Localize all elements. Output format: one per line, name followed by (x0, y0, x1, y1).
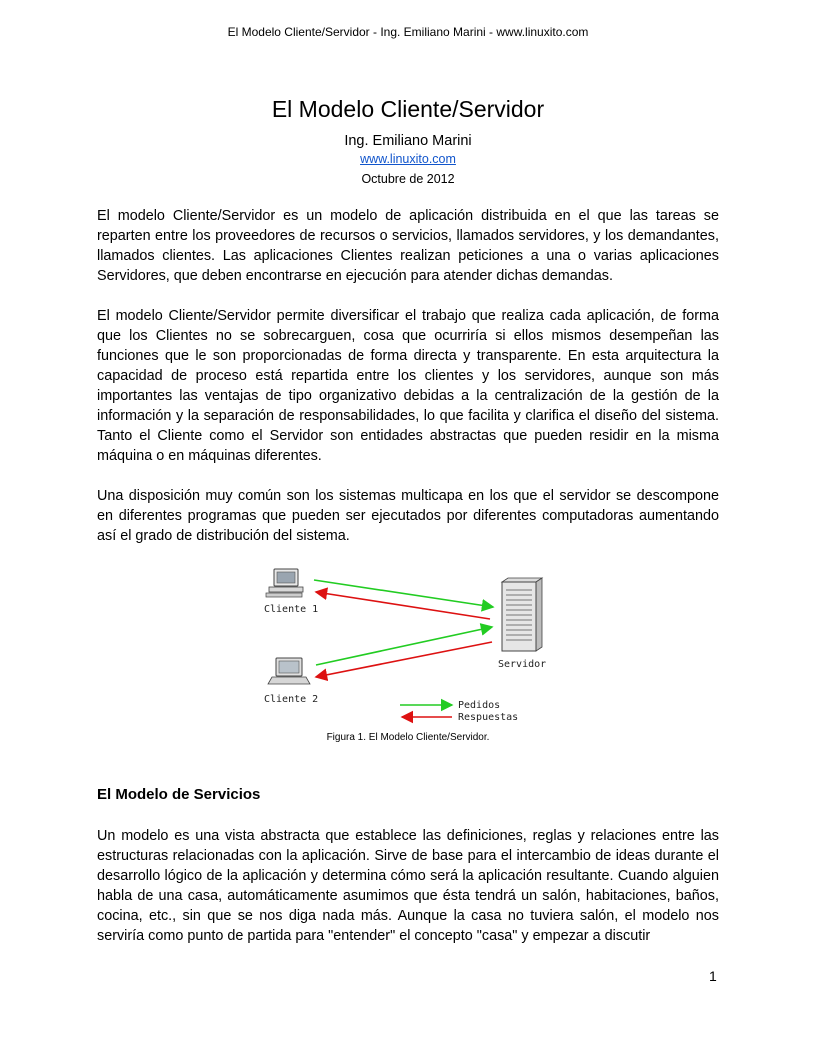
laptop-icon (268, 658, 310, 684)
diagram-svg (252, 565, 552, 730)
running-header: El Modelo Cliente/Servidor - Ing. Emiliano Marini - www.linuxito.com (227, 25, 589, 39)
intro-paragraph: El modelo Cliente/Servidor es un modelo de aplicación distribuida en el que las tareas se reparten entre los proveedores de recursos o servicios, llamados servidores, y los demandantes, llamados clientes. Las aplicaciones Clientes realizan peticiones a una o varias aplicaciones Servidores, que deben encontrarse en ejecución para atender dichas demandas. (97, 208, 719, 284)
section-heading: El Modelo de Servicios (97, 786, 261, 803)
client-server-diagram (252, 565, 552, 730)
legend-requests-label: Pedidos (458, 700, 501, 711)
server-tower-icon (502, 578, 542, 651)
author-url (0, 152, 816, 166)
request-arrow-client-1 (314, 580, 493, 607)
client-2-label: Cliente 2 (264, 694, 319, 705)
author-name: Ing. Emiliano Marini (344, 133, 472, 149)
figure-caption: Figura 1. El Modelo Cliente/Servidor. (326, 732, 490, 743)
document-date: Octubre de 2012 (361, 172, 455, 186)
body-paragraph-3: Una disposición muy común son los sistemas multicapa en los que el servidor se descompone en diferentes programas que pueden ser ejecutados por diferentes computadoras aumentando así el grado de distribución del sistema. (97, 488, 719, 544)
legend-responses-label: Respuestas (458, 712, 519, 723)
section-paragraph: Un modelo es una vista abstracta que establece las definiciones, reglas y relaciones entre las estructuras relacionadas con la aplicación. Sirve de base para el intercambio de ideas durante el desarrollo lógico de la aplicación y determina cómo será la aplicación resultante. Cuando alguien habla de una casa, automáticamente asumimos que ésta tendrá un salón, habitaciones, baños, cocina, etc., sin que se nos diga nada más. Aunque la casa no tuviera salón, el modelo nos serviría como punto de partida para "entender" el concepto "casa" y empezar a discutir (97, 828, 719, 944)
desktop-computer-icon (266, 569, 303, 597)
body-paragraph-2: El modelo Cliente/Servidor permite diversificar el trabajo que realiza cada aplicación, de forma que los Clientes no se sobrecarguen, cosa que ocurriría si ellos mismos desempeñan las funciones que le son proporcionadas de forma directa y transparente. En esta arquitectura la capacidad de proceso está repartida entre los clientes y los servidores, aunque son más importantes las ventajas de tipo organizativo debidas a la centralización de la gestión de la información y la separación de responsabilidades, lo que facilita y clarifica el diseño del sistema. Tanto el Cliente como el Servidor son entidades abstractas que pueden residir en la misma máquina o en máquinas diferentes. (97, 308, 719, 464)
page-number: 1 (709, 968, 717, 984)
response-arrow-client-1 (316, 592, 490, 619)
author-url-link[interactable]: www.linuxito.com (360, 152, 456, 166)
client-1-label: Cliente 1 (264, 604, 319, 615)
server-label: Servidor (498, 659, 547, 670)
document-title: El Modelo Cliente/Servidor (271, 96, 545, 122)
